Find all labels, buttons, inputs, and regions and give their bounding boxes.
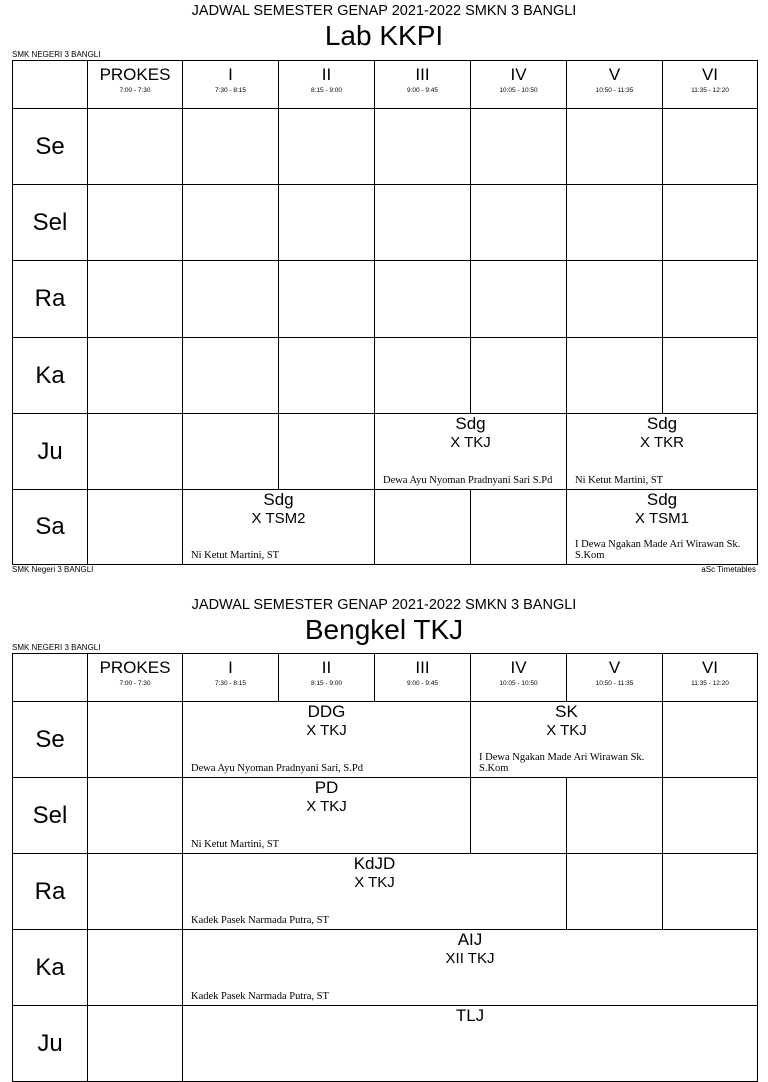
period-time: 7:30 - 8:15 [214,680,247,687]
period-name: PROKES [99,658,171,677]
period-header [567,654,663,702]
period-name: III [415,65,430,84]
empty-slot[interactable] [88,490,183,565]
lesson-cell[interactable] [567,414,758,490]
period-name: VI [701,658,719,677]
period-name: PROKES [99,65,171,84]
empty-slot[interactable] [663,778,758,854]
day-label: Sel [13,185,88,261]
day-label: Sel [13,778,88,854]
lesson-subject: DDG [307,702,346,721]
period-time: 11:35 - 12:20 [691,87,729,94]
period-time: 10:50 - 11:35 [595,87,634,94]
sheet1-footer-right: aSc Timetables [701,565,756,574]
empty-slot[interactable] [375,490,471,565]
period-header [279,654,375,702]
period-time: 9:00 - 9:45 [406,87,439,94]
empty-slot[interactable] [88,261,183,338]
lesson-teacher: Dewa Ayu Nyoman Pradnyani Sari, S.Pd [191,763,363,774]
period-header [663,654,758,702]
empty-slot[interactable] [663,854,758,930]
lesson-subject: TLJ [455,1006,485,1025]
day-row [13,338,758,414]
empty-slot[interactable] [88,109,183,185]
lesson-cell[interactable] [375,414,567,490]
lesson-cell[interactable] [567,490,758,565]
lesson-teacher: I Dewa Ngakan Made Ari Wirawan Sk. S.Kom [479,752,645,774]
lesson-teacher: Kadek Pasek Narmada Putra, ST [191,915,329,926]
empty-slot[interactable] [567,185,663,261]
period-time: 8:15 - 9:00 [310,87,343,94]
period-name: II [321,65,332,84]
lesson-class: XII TKJ [445,950,495,967]
lesson-subject: SK [555,702,578,721]
empty-slot[interactable] [663,185,758,261]
period-header [88,654,183,702]
empty-slot[interactable] [567,261,663,338]
period-name: II [321,658,332,677]
period-time: 10:50 - 11:35 [595,680,634,687]
empty-slot[interactable] [375,338,471,414]
sheet1-title: Lab KKPI [324,20,444,51]
period-header [279,61,375,109]
day-row [13,414,758,490]
empty-slot[interactable] [663,338,758,414]
lesson-subject: Sdg [455,414,486,433]
sheet2-timetable [12,653,758,1082]
empty-slot[interactable] [88,702,183,778]
day-row [13,930,758,1006]
lesson-cell[interactable] [471,702,663,778]
period-header [471,61,567,109]
day-row [13,109,758,185]
empty-slot[interactable] [183,261,279,338]
day-label: Ra [13,261,88,338]
empty-slot[interactable] [663,702,758,778]
lesson-teacher: I Dewa Ngakan Made Ari Wirawan Sk. S.Kom [575,539,741,561]
lesson-class: X TKR [640,434,684,451]
corner-cell [13,654,88,702]
period-name: V [608,65,621,84]
day-label: Ra [13,854,88,930]
period-time: 8:15 - 9:00 [310,680,343,687]
lesson-cell[interactable] [183,702,471,778]
empty-slot[interactable] [88,185,183,261]
period-name: I [228,65,233,84]
period-header [471,654,567,702]
period-header-row [13,654,758,702]
empty-slot[interactable] [88,338,183,414]
lesson-cell[interactable] [183,1006,758,1082]
lesson-subject: PD [314,778,339,797]
lesson-subject: KdJD [353,854,396,873]
empty-slot[interactable] [183,414,279,490]
period-header [88,61,183,109]
period-header [375,61,471,109]
period-time: 7:00 - 7:30 [119,680,151,687]
empty-slot[interactable] [375,261,471,338]
day-row [13,261,758,338]
period-time: 7:00 - 7:30 [119,87,151,94]
empty-slot[interactable] [183,338,279,414]
empty-slot[interactable] [183,109,279,185]
empty-slot[interactable] [183,185,279,261]
period-name: IV [510,65,527,84]
period-time: 9:00 - 9:45 [406,680,439,687]
lesson-teacher: Ni Ketut Martini, ST [191,839,280,850]
day-label: Ju [13,1006,88,1082]
day-row [13,185,758,261]
lesson-subject: AIJ [457,930,483,949]
day-row [13,1006,758,1082]
lesson-class: X TSM1 [635,510,689,527]
empty-slot[interactable] [375,109,471,185]
period-time: 11:35 - 12:20 [691,680,729,687]
sheet2-header: JADWAL SEMESTER GENAP 2021-2022 SMKN 3 BANGLI [191,597,577,613]
empty-slot[interactable] [88,854,183,930]
empty-slot[interactable] [375,185,471,261]
sheet1-school-name: SMK NEGERI 3 BANGLI [12,50,101,59]
period-time: 7:30 - 8:15 [214,87,247,94]
empty-slot[interactable] [279,338,375,414]
lesson-cell[interactable] [183,778,471,854]
day-row [13,854,758,930]
empty-slot[interactable] [88,930,183,1006]
sheet1-footer-left: SMK Negeri 3 BANGLI [12,565,94,574]
lesson-class: X TKJ [306,798,347,815]
empty-slot[interactable] [567,854,663,930]
period-header [183,61,279,109]
day-label: Sa [13,490,88,565]
empty-slot[interactable] [279,414,375,490]
empty-slot[interactable] [663,109,758,185]
sheet1-header: JADWAL SEMESTER GENAP 2021-2022 SMKN 3 BANGLI [191,3,577,19]
empty-slot[interactable] [279,261,375,338]
day-label: Ju [13,414,88,490]
empty-slot[interactable] [88,1006,183,1082]
period-name: IV [510,658,527,677]
lesson-class: X TKJ [450,434,491,451]
lesson-class: X TKJ [354,874,395,891]
period-header [183,654,279,702]
lesson-cell[interactable] [183,490,375,565]
empty-slot[interactable] [279,185,375,261]
period-time: 10:05 - 10:50 [499,87,538,94]
lesson-teacher: Ni Ketut Martini, ST [191,550,280,561]
empty-slot[interactable] [471,261,567,338]
day-row [13,702,758,778]
day-row [13,490,758,565]
period-header [663,61,758,109]
lesson-subject: Sdg [646,414,678,433]
period-name: V [608,658,621,677]
empty-slot[interactable] [88,414,183,490]
period-header [567,61,663,109]
lesson-teacher: Kadek Pasek Narmada Putra, ST [191,991,329,1002]
empty-slot[interactable] [471,109,567,185]
period-name: III [415,658,430,677]
empty-slot[interactable] [567,778,663,854]
day-label: Ka [13,338,88,414]
day-label: Se [13,702,88,778]
period-name: VI [701,65,719,84]
period-name: I [228,658,233,677]
lesson-teacher: Ni Ketut Martini, ST [575,475,664,486]
empty-slot[interactable] [567,338,663,414]
period-time: 10:05 - 10:50 [499,680,538,687]
lesson-class: X TKJ [546,722,587,739]
empty-slot[interactable] [88,778,183,854]
empty-slot[interactable] [471,490,567,565]
day-label: Ka [13,930,88,1006]
corner-cell [13,61,88,109]
empty-slot[interactable] [663,261,758,338]
empty-slot[interactable] [279,109,375,185]
sheet2-title: Bengkel TKJ [304,614,464,645]
empty-slot[interactable] [567,109,663,185]
sheet1-timetable [12,60,758,565]
empty-slot[interactable] [471,185,567,261]
lesson-cell[interactable] [183,930,758,1006]
lesson-teacher: Dewa Ayu Nyoman Pradnyani Sari S.Pd [383,475,553,486]
period-header-row [13,61,758,109]
day-label: Se [13,109,88,185]
period-header [375,654,471,702]
lesson-subject: Sdg [263,490,294,509]
lesson-class: X TKJ [306,722,347,739]
empty-slot[interactable] [471,778,567,854]
sheet2-school-name: SMK NEGERI 3 BANGLI [12,643,101,652]
lesson-subject: Sdg [646,490,678,509]
empty-slot[interactable] [471,338,567,414]
day-row [13,778,758,854]
lesson-class: X TSM2 [251,510,306,527]
lesson-cell[interactable] [183,854,567,930]
